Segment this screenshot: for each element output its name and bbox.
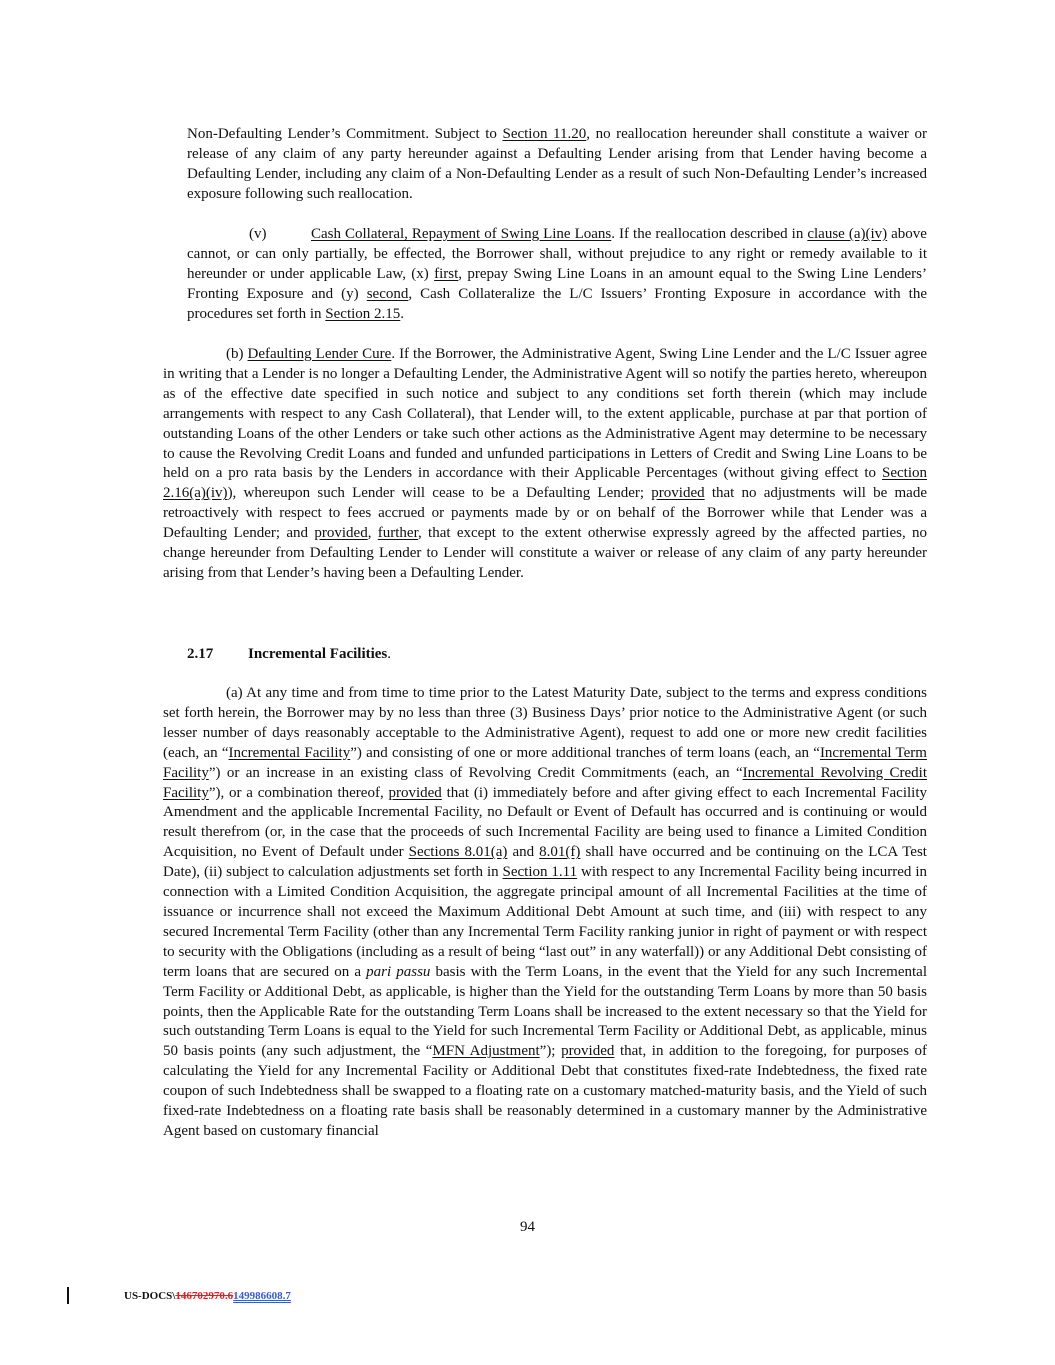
defined-term: Incremental Facility xyxy=(228,744,351,761)
clause-link[interactable]: clause (a)(iv) xyxy=(807,226,888,242)
section-link[interactable]: Section 2.15 xyxy=(325,305,401,322)
defined-term: Incremental Term Facility xyxy=(163,744,927,781)
paragraph-clause-b: (b) Defaulting Lender Cure. If the Borrower, the Administrative Agent, Swing Line Lender and the L/C Issuer agree in writing that a Lender is no longer a Defaulting Lender, the Administrative Agent will so notify the parties hereto, whereupon as of the effective date specified in such notice and subject to any conditions set forth therein (which may include arrangements with respect to any Cash Collateral), that Lender will, to the extent applicable, purchase at par that portion of outstanding Loans of the other Lenders or take such other actions as the Administrative Agent may determine to be necessary to cause the Revolving Credit Loans and funded and unfunded participations in Letters of Credit and Swing Line Loans to be held on a pro rata basis by the Lenders in accordance with their Applicable Percentages (without giving effect to Section 2.16(a)(iv)), whereupon such Lender will cease to be a Defaulting Lender; provided that no adjustments will be made retroactively with respect to fees accrued or payments made by or on behalf of the Borrower while that Lender was a Defaulting Lender; and provided, further, that except to the extent otherwise expressly agreed by the affected parties, no change hereunder from Defaulting Lender to Lender will constitute a waiver or release of any claim of any party hereunder arising from that Lender’s having been a Defaulting Lender. xyxy=(163,346,928,581)
italic-term: pari passu xyxy=(366,963,431,980)
change-bar xyxy=(67,1287,69,1304)
doc-id-deleted: 146702970.6 xyxy=(175,1290,234,1302)
section-link[interactable]: Section 1.11 xyxy=(502,864,578,881)
clause-number: (b) xyxy=(226,346,244,362)
section-heading: 2.17 Incremental Facilities. xyxy=(187,646,392,662)
paragraph-clause-v: (v) Cash Collateral, Repayment of Swing Line Loans. If the reallocation described in clause (a)(iv) above cannot, or can only partially, be effected, the Borrower shall, without prejudice to any right or remedy available to it hereunder or under applicable Law, (x) first, prepay Swing Line Loans in an amount equal to the Swing Line Lenders’ Fronting Exposure and (y) second, Cash Collateralize the L/C Issuers’ Fronting Exposure in accordance with the procedures set forth in Section 2.15. xyxy=(187,226,927,322)
defined-term: Incremental Revolving Credit Facility xyxy=(163,764,927,801)
section-link[interactable]: 8.01(f) xyxy=(539,844,581,861)
clause-title: Cash Collateral, Repayment of Swing Line Loans xyxy=(311,226,612,242)
defined-term: provided xyxy=(314,525,368,542)
paragraph-continuation: Non-Defaulting Lender’s Commitment. Subject to Section 11.20, no reallocation hereunder shall constitute a waiver or release of any claim of any party hereunder against a Defaulting Lender arising from that Lender having become a Defaulting Lender, including any claim of a Non-Defaulting Lender as a result of such Non-Defaulting Lender’s increased exposure following such reallocation. xyxy=(187,126,927,202)
doc-id-prefix: US-DOCS\ xyxy=(124,1290,176,1302)
doc-id-inserted: 149986608.7 xyxy=(233,1290,291,1302)
defined-term: second xyxy=(366,285,409,302)
section-link[interactable]: Section 11.20 xyxy=(502,126,587,142)
section-number: 2.17 xyxy=(187,646,214,662)
section-title: Incremental Facilities xyxy=(248,646,388,662)
defined-term: provided xyxy=(651,485,705,502)
defined-term: first xyxy=(434,265,459,282)
document-id-footer xyxy=(124,1289,291,1303)
defined-term: further xyxy=(377,525,418,542)
clause-number: (v) xyxy=(249,226,267,242)
clause-title: Defaulting Lender Cure xyxy=(247,346,392,362)
defined-term: provided xyxy=(388,784,442,801)
page-number: 94 xyxy=(520,1219,535,1235)
clause-number: (a) xyxy=(226,685,243,701)
section-link[interactable]: Sections 8.01(a) xyxy=(408,844,508,861)
section-link[interactable]: Section 2.16(a)(iv) xyxy=(163,465,927,502)
defined-term: MFN Adjustment xyxy=(432,1043,540,1060)
paragraph-clause-a: (a) At any time and from time to time prior to the Latest Maturity Date, subject to the terms and express conditions set forth herein, the Borrower may by no less than three (3) Business Days’ prior notice to the Administrative Agent (or such lesser number of days reasonably acceptable to the Administrative Agent), request to add one or more new credit facilities (each, an “Incremental Facility”) and consisting of one or more additional tranches of term loans (each, an “Incremental Term Facility”) or an increase in an existing class of Revolving Credit Commitments (each, an “Incremental Revolving Credit Facility”), or a combination thereof, provided that (i) immediately before and after giving effect to each Incremental Facility Amendment and the applicable Incremental Facility, no Default or Event of Default has occurred and is continuing or would result therefrom (or, in the case that the proceeds of such Incremental Facility are being used to finance a Limited Condition Acquisition, no Event of Default under Sections 8.01(a) and 8.01(f) shall have occurred and be continuing on the LCA Test Date), (ii) subject to calculation adjustments set forth in Section 1.11 with respect to any Incremental Facility being incurred in connection with a Limited Condition Acquisition, the aggregate principal amount of all Incremental Facilities at the time of issuance or incurrence shall not exceed the Maximum Additional Debt Amount at such time, and (iii) with respect to any secured Incremental Term Facility (other than any Incremental Term Facility ranking junior in right of payment or with respect to security with the Obligations (including as a result of being “last out” in any waterfall)) or any Additional Debt consisting of term loans that are secured on a pari passu basis with the Term Loans, in the event that the Yield for any such Incremental Term Facility or Additional Debt, as applicable, is higher than the Yield for the outstanding Term Loans by more than 50 basis points, then the Applicable Rate for the outstanding Term Loans shall be increased to the extent necessary so that the Yield for such outstanding Term Loans is equal to the Yield for such Incremental Term Facility or Additional Debt, as applicable, minus 50 basis points (any such adjustment, the “MFN Adjustment”); provided that, in addition to the foregoing, for purposes of calculating the Yield for any Incremental Facility or Additional Debt that constitutes fixed-rate Indebtedness, the fixed rate coupon of such Indebtedness shall be swapped to a floating rate on a customary matched-maturity basis, and the Yield of such fixed-rate Indebtedness on a floating rate basis shall be reasonably determined in a customary manner by the Administrative Agent based on customary financial xyxy=(163,685,927,1139)
defined-term: provided xyxy=(561,1043,615,1060)
